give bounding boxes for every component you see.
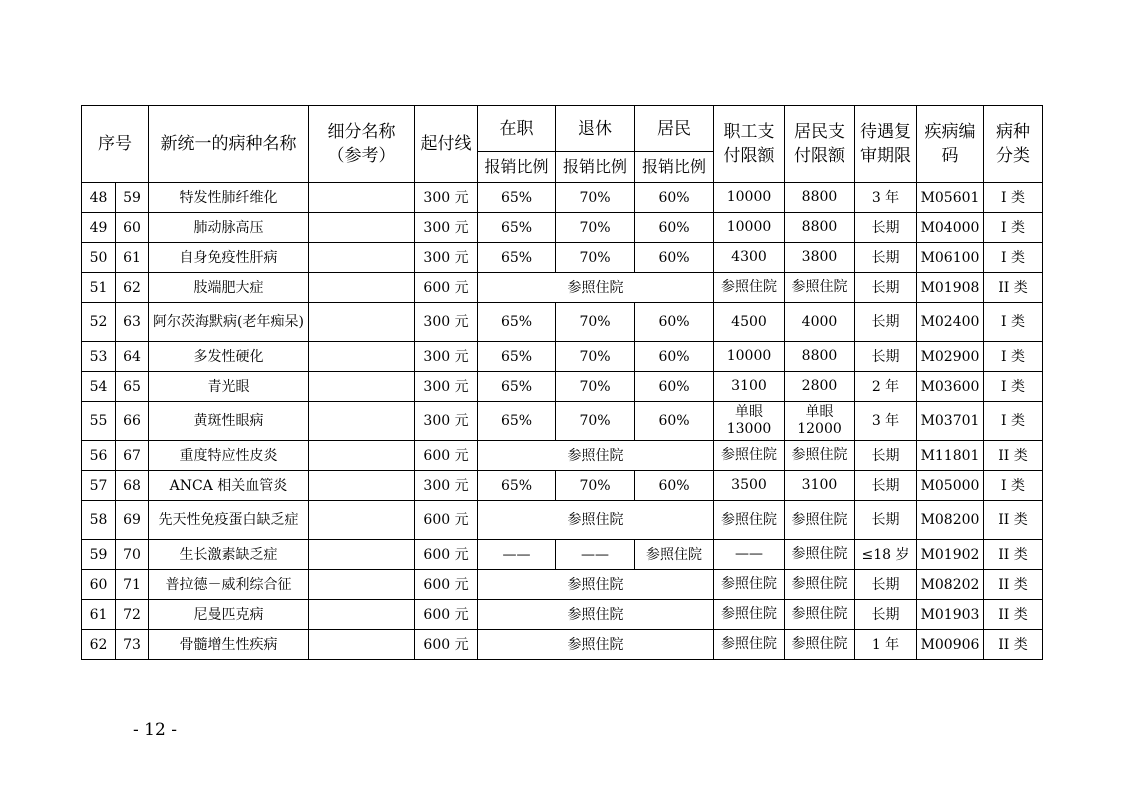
cell-disease-name: 先天性免疫蛋白缺乏症 [149,501,309,540]
table-row [82,540,1043,570]
cell-subname [309,303,415,342]
cell-resident-limit: 4000 [785,303,855,342]
cell-seq-old: 71 [116,570,149,600]
cell-deductible: 300 元 [415,183,478,213]
header-retired: 退休 [556,106,635,152]
cell-category: I 类 [984,342,1043,372]
cell-category: II 类 [984,540,1043,570]
cell-employee-limit: 参照住院 [714,273,785,303]
cell-employee-limit: 参照住院 [714,441,785,471]
table-row [82,570,1043,600]
cell-disease-code: M04000 [917,213,984,243]
cell-subname [309,183,415,213]
cell-disease-name: 多发性硬化 [149,342,309,372]
cell-seq-new: 51 [82,273,116,303]
header-disease-code: 疾病编 码 [917,106,984,183]
cell-resident-limit: 参照住院 [785,630,855,660]
table-row [82,243,1043,273]
cell-seq-new: 56 [82,441,116,471]
cell-seq-new: 60 [82,570,116,600]
cell-review-period: 3 年 [855,402,917,441]
cell-resident-limit: 2800 [785,372,855,402]
cell-seq-old: 72 [116,600,149,630]
cell-resident-limit: 8800 [785,183,855,213]
cell-subname [309,273,415,303]
header-reimb-retired: 报销比例 [556,152,635,183]
header-resident-limit: 居民支 付限额 [785,106,855,183]
cell-category: I 类 [984,303,1043,342]
cell-seq-new: 53 [82,342,116,372]
cell-reimbursement-merged: 参照住院 [478,630,714,660]
cell-reimb-employed: 65% [478,303,556,342]
cell-seq-old: 64 [116,342,149,372]
cell-employee-limit: 参照住院 [714,570,785,600]
cell-employee-limit: 4300 [714,243,785,273]
cell-reimb-retired: 70% [556,402,635,441]
cell-seq-old: 59 [116,183,149,213]
cell-employee-limit: 单眼 13000 [714,402,785,441]
cell-subname [309,213,415,243]
cell-subname [309,441,415,471]
header-name: 新统一的病种名称 [149,106,309,183]
cell-disease-name: 重度特应性皮炎 [149,441,309,471]
cell-reimb-employed: —— [478,540,556,570]
cell-review-period: 长期 [855,441,917,471]
cell-reimb-retired: 70% [556,303,635,342]
cell-disease-code: M03600 [917,372,984,402]
cell-disease-name: 尼曼匹克病 [149,600,309,630]
cell-resident-limit: 参照住院 [785,540,855,570]
cell-category: II 类 [984,441,1043,471]
cell-category: II 类 [984,630,1043,660]
cell-employee-limit: 3500 [714,471,785,501]
cell-review-period: 长期 [855,243,917,273]
cell-subname [309,540,415,570]
cell-reimb-retired: 70% [556,471,635,501]
cell-review-period: 长期 [855,471,917,501]
table-row [82,342,1043,372]
cell-category: I 类 [984,183,1043,213]
cell-seq-new: 50 [82,243,116,273]
cell-subname [309,402,415,441]
table-row [82,213,1043,243]
table-row [82,303,1043,342]
cell-disease-code: M02400 [917,303,984,342]
cell-review-period: 3 年 [855,183,917,213]
header-category: 病种 分类 [984,106,1043,183]
cell-seq-old: 67 [116,441,149,471]
table-row [82,471,1043,501]
header-review-period: 待遇复 审期限 [855,106,917,183]
header-seq: 序号 [82,106,149,183]
cell-subname [309,471,415,501]
cell-seq-new: 58 [82,501,116,540]
cell-resident-limit: 8800 [785,342,855,372]
cell-resident-limit: 8800 [785,213,855,243]
cell-category: I 类 [984,213,1043,243]
cell-disease-code: M05000 [917,471,984,501]
cell-resident-limit: 参照住院 [785,441,855,471]
cell-reimb-retired: 70% [556,213,635,243]
cell-category: I 类 [984,372,1043,402]
cell-employee-limit: 10000 [714,183,785,213]
cell-deductible: 600 元 [415,540,478,570]
header-reimb-resident: 报销比例 [635,152,714,183]
cell-review-period: 1 年 [855,630,917,660]
table-row [82,630,1043,660]
cell-disease-code: M02900 [917,342,984,372]
cell-seq-new: 61 [82,600,116,630]
cell-subname [309,630,415,660]
cell-deductible: 300 元 [415,372,478,402]
cell-deductible: 300 元 [415,471,478,501]
cell-review-period: 长期 [855,342,917,372]
cell-category: I 类 [984,402,1043,441]
table-row [82,183,1043,213]
cell-seq-old: 69 [116,501,149,540]
cell-review-period: ≤18 岁 [855,540,917,570]
cell-employee-limit: 参照住院 [714,501,785,540]
cell-reimb-retired: 70% [556,342,635,372]
cell-seq-old: 65 [116,372,149,402]
cell-reimbursement-merged: 参照住院 [478,273,714,303]
table-header [82,106,1043,183]
cell-resident-limit: 3800 [785,243,855,273]
cell-employee-limit: —— [714,540,785,570]
cell-category: II 类 [984,501,1043,540]
cell-deductible: 600 元 [415,630,478,660]
cell-seq-new: 57 [82,471,116,501]
cell-reimb-resident: 60% [635,243,714,273]
header-employee-limit: 职工支 付限额 [714,106,785,183]
cell-reimb-resident: 60% [635,303,714,342]
cell-reimb-employed: 65% [478,213,556,243]
cell-review-period: 长期 [855,273,917,303]
cell-employee-limit: 4500 [714,303,785,342]
cell-disease-name: 阿尔茨海默病(老年痴呆) [149,303,309,342]
table-row [82,402,1043,441]
cell-subname [309,570,415,600]
cell-deductible: 600 元 [415,600,478,630]
cell-reimb-employed: 65% [478,372,556,402]
cell-reimb-resident: 60% [635,402,714,441]
cell-reimb-employed: 65% [478,471,556,501]
cell-disease-code: M01903 [917,600,984,630]
cell-review-period: 长期 [855,600,917,630]
table-row [82,600,1043,630]
cell-review-period: 长期 [855,303,917,342]
cell-disease-name: 肺动脉高压 [149,213,309,243]
cell-seq-old: 66 [116,402,149,441]
cell-employee-limit: 10000 [714,342,785,372]
cell-employee-limit: 参照住院 [714,600,785,630]
table-row [82,501,1043,540]
cell-disease-code: M08202 [917,570,984,600]
cell-disease-code: M03701 [917,402,984,441]
table-row [82,372,1043,402]
cell-reimb-resident: 60% [635,342,714,372]
cell-deductible: 600 元 [415,501,478,540]
cell-seq-old: 62 [116,273,149,303]
cell-review-period: 长期 [855,213,917,243]
cell-category: II 类 [984,570,1043,600]
cell-disease-code: M05601 [917,183,984,213]
cell-category: II 类 [984,600,1043,630]
cell-reimbursement-merged: 参照住院 [478,570,714,600]
table-row [82,273,1043,303]
cell-employee-limit: 10000 [714,213,785,243]
header-deductible: 起付线 [415,106,478,183]
cell-disease-name: 青光眼 [149,372,309,402]
header-subname: 细分名称 （参考） [309,106,415,183]
cell-category: II 类 [984,273,1043,303]
cell-resident-limit: 3100 [785,471,855,501]
cell-disease-code: M08200 [917,501,984,540]
cell-resident-limit: 参照住院 [785,570,855,600]
cell-review-period: 长期 [855,501,917,540]
cell-disease-name: 普拉德－威利综合征 [149,570,309,600]
cell-reimb-resident: 60% [635,372,714,402]
header-resident: 居民 [635,106,714,152]
cell-resident-limit: 参照住院 [785,600,855,630]
cell-reimbursement-merged: 参照住院 [478,600,714,630]
cell-review-period: 长期 [855,570,917,600]
cell-disease-name: 自身免疫性肝病 [149,243,309,273]
cell-resident-limit: 参照住院 [785,501,855,540]
cell-employee-limit: 3100 [714,372,785,402]
table-row [82,441,1043,471]
table-body [82,183,1043,660]
cell-deductible: 600 元 [415,441,478,471]
cell-category: I 类 [984,471,1043,501]
cell-reimbursement-merged: 参照住院 [478,501,714,540]
cell-deductible: 300 元 [415,402,478,441]
page-number: - 12 - [133,720,177,740]
cell-disease-name: 特发性肺纤维化 [149,183,309,213]
cell-seq-new: 49 [82,213,116,243]
cell-seq-new: 48 [82,183,116,213]
cell-reimb-retired: 70% [556,243,635,273]
cell-subname [309,342,415,372]
cell-seq-new: 54 [82,372,116,402]
cell-reimb-resident: 60% [635,471,714,501]
cell-subname [309,600,415,630]
cell-subname [309,501,415,540]
header-employed: 在职 [478,106,556,152]
cell-subname [309,243,415,273]
cell-reimb-retired: 70% [556,183,635,213]
cell-reimb-resident: 60% [635,183,714,213]
cell-reimb-resident: 参照住院 [635,540,714,570]
cell-category: I 类 [984,243,1043,273]
cell-seq-new: 62 [82,630,116,660]
cell-reimb-resident: 60% [635,213,714,243]
cell-disease-code: M11801 [917,441,984,471]
cell-disease-name: 生长激素缺乏症 [149,540,309,570]
cell-reimb-employed: 65% [478,402,556,441]
cell-deductible: 600 元 [415,570,478,600]
cell-disease-code: M00906 [917,630,984,660]
cell-disease-code: M06100 [917,243,984,273]
cell-seq-old: 68 [116,471,149,501]
cell-disease-name: 肢端肥大症 [149,273,309,303]
cell-deductible: 300 元 [415,213,478,243]
cell-reimb-employed: 65% [478,243,556,273]
cell-reimb-retired: 70% [556,372,635,402]
cell-disease-name: 骨髓增生性疾病 [149,630,309,660]
cell-disease-code: M01908 [917,273,984,303]
header-reimb-employed: 报销比例 [478,152,556,183]
cell-reimbursement-merged: 参照住院 [478,441,714,471]
cell-reimb-employed: 65% [478,342,556,372]
cell-employee-limit: 参照住院 [714,630,785,660]
cell-reimb-employed: 65% [478,183,556,213]
cell-deductible: 300 元 [415,342,478,372]
cell-seq-old: 63 [116,303,149,342]
cell-seq-new: 52 [82,303,116,342]
cell-seq-old: 60 [116,213,149,243]
cell-disease-name: ANCA 相关血管炎 [149,471,309,501]
cell-seq-old: 73 [116,630,149,660]
disease-table [81,105,1043,660]
cell-deductible: 600 元 [415,273,478,303]
cell-disease-code: M01902 [917,540,984,570]
cell-seq-new: 55 [82,402,116,441]
cell-subname [309,372,415,402]
cell-reimb-retired: —— [556,540,635,570]
cell-resident-limit: 单眼 12000 [785,402,855,441]
cell-seq-new: 59 [82,540,116,570]
cell-review-period: 2 年 [855,372,917,402]
cell-seq-old: 70 [116,540,149,570]
cell-seq-old: 61 [116,243,149,273]
cell-deductible: 300 元 [415,303,478,342]
cell-deductible: 300 元 [415,243,478,273]
cell-resident-limit: 参照住院 [785,273,855,303]
cell-disease-name: 黄斑性眼病 [149,402,309,441]
